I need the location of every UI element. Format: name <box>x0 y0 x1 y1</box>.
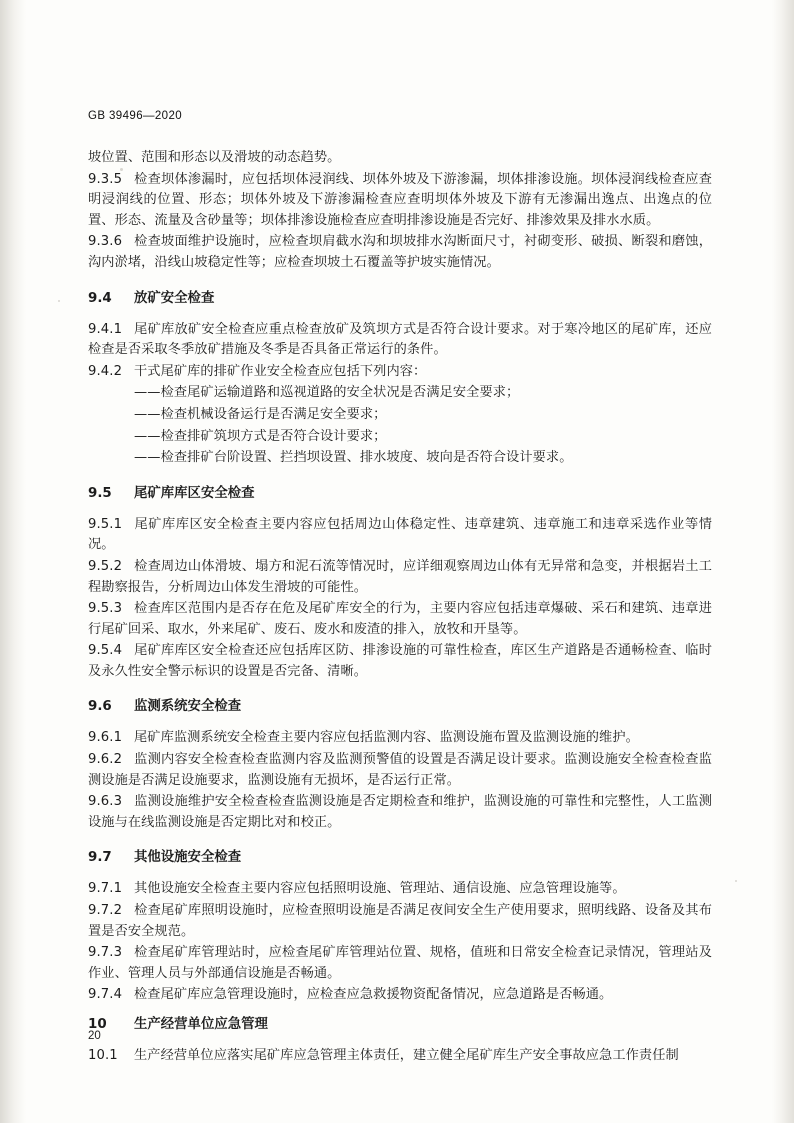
paragraph-number: 9.7.4 <box>88 987 123 1003</box>
scan-speck <box>735 880 737 882</box>
list-item: ——检查排矿筑坝方式是否符合设计要求； <box>134 428 387 444</box>
paragraph-9.7.4 <box>88 985 712 1006</box>
paragraph-number: 9.5.4 <box>88 643 123 659</box>
paragraph-number: 9.7.2 <box>88 903 123 919</box>
paragraph-text: 尾矿库放矿安全检查应重点检查放矿及筑坝方式是否符合设计要求。对于寒冷地区的尾矿库，还应检查是否采取冬季放矿措施及冬季是否具备正常运行的条件。 <box>88 321 712 358</box>
paragraph-number: 9.4.1 <box>88 321 123 337</box>
chapter-title: 生产经营单位应急管理 <box>134 1017 268 1032</box>
paragraph-text: 坡位置、范围和形态以及滑坡的动态趋势。 <box>88 150 341 165</box>
paragraph-block-9.3 <box>88 148 712 274</box>
scan-speck <box>58 300 60 302</box>
section-body-9.6 <box>88 728 712 833</box>
paragraph-number: 9.7.1 <box>88 881 123 897</box>
section-heading-9.5 <box>88 484 712 504</box>
paragraph-text: 尾矿库监测系统安全检查主要内容应包括监测内容、监测设施布置及监测设施的维护。 <box>134 730 639 746</box>
paragraph-9.6.2 <box>88 750 712 791</box>
paragraph-text: 生产经营单位应落实尾矿库应急管理主体责任，建立健全尾矿库生产安全事故应急工作责任制 <box>134 1048 679 1063</box>
paragraph-9.6.1 <box>88 728 712 749</box>
paragraph-9.5.2 <box>88 557 712 598</box>
section-number: 9.4 <box>88 290 112 306</box>
section-number: 9.6 <box>88 699 112 715</box>
paragraph-9.7.2 <box>88 901 712 942</box>
section-title: 其他设施安全检查 <box>134 850 242 866</box>
paragraph-9.5.3 <box>88 599 712 640</box>
standard-number-header: GB 39496—2020 <box>88 110 183 122</box>
paragraph-number: 9.6.2 <box>88 752 123 768</box>
paragraph-number: 9.3.5 <box>88 171 123 187</box>
paragraph-number: 9.4.2 <box>88 363 123 379</box>
paragraph-9.7.3 <box>88 943 712 984</box>
section-heading-9.7 <box>88 848 712 868</box>
paragraph-text: 尾矿库库区安全检查还应包括库区防、排渗设施的可靠性检查，库区生产道路是否通畅检查、临时及永久性安全警示标识的设置是否完备、清晰。 <box>88 643 712 679</box>
section-heading-9.4 <box>88 289 712 309</box>
paragraph-number: 9.6.1 <box>88 730 123 746</box>
section-body-9.4 <box>88 320 712 469</box>
paragraph-9.7.1 <box>88 879 712 900</box>
paragraph-text: 检查坡面维护设施时，应检查坝肩截水沟和坝坡排水沟断面尺寸，衬砌变形、破损、断裂和磨蚀，沟内淤堵，沿线山坡稳定性等；应检查坝坡土石覆盖等护坡实施情况。 <box>88 234 712 270</box>
paragraph-9.4.2 <box>88 362 712 383</box>
paragraph-number: 9.3.6 <box>88 234 123 250</box>
paragraph-text: 检查库区范围内是否存在危及尾矿库安全的行为，主要内容应包括违章爆破、采石和建筑、违章进行尾矿回采、取水，外来尾矿、废石、废水和废渣的排入，放牧和开垦等。 <box>88 601 712 637</box>
page-number: 20 <box>88 1030 101 1042</box>
list-item: ——检查排矿台阶设置、拦挡坝设置、排水坡度、坡向是否符合设计要求。 <box>134 450 573 466</box>
page-content <box>88 110 712 1069</box>
list-item: ——检查机械设备运行是否满足安全要求； <box>134 406 387 422</box>
section-heading-9.6 <box>88 697 712 717</box>
section-body-9.7 <box>88 879 712 1006</box>
paragraph-9.5.1 <box>88 515 712 556</box>
chapter-heading-10 <box>88 1015 712 1035</box>
paragraph-text: 检查尾矿库照明设施时，应检查照明设施是否满足夜间安全生产使用要求，照明线路、设备及其布置是否安全规范。 <box>88 903 712 939</box>
section-body-9.5 <box>88 515 712 683</box>
paragraph-number: 9.5.2 <box>88 558 123 574</box>
paragraph-number: 9.5.3 <box>88 601 123 617</box>
paragraph-9.4.1 <box>88 320 712 361</box>
paragraph-text: 其他设施安全检查主要内容应包括照明设施、管理站、通信设施、应急管理设施等。 <box>134 881 626 897</box>
paragraph-text: 检查坝体渗漏时，应包括坝体浸润线、坝体外坡及下游渗漏，坝体排渗设施。坝体浸润线检查应查明浸润线的位置、形态；坝体外坡及下游渗漏检查应查明坝体外坡及下游有无渗漏出逸点、出逸点的位置、形态、流量及含砂量等；坝体排渗设施检查应查明排渗设施是否完好、排渗效果及排水水质。 <box>88 171 712 228</box>
section-title: 监测系统安全检查 <box>134 699 242 715</box>
paragraph-number: 9.6.3 <box>88 794 123 810</box>
section-title: 放矿安全检查 <box>134 290 215 306</box>
list-item: ——检查尾矿运输道路和巡视道路的安全状况是否满足安全要求； <box>134 385 520 401</box>
paragraph-10.1 <box>88 1046 712 1067</box>
paragraph-number: 9.5.1 <box>88 516 123 532</box>
paragraph-9.3.5 <box>88 170 712 232</box>
paragraph-continuation <box>88 148 712 169</box>
paragraph-text: 监测内容安全检查检查监测内容及监测预警值的设置是否满足设计要求。监测设施安全检查检查监测设施是否满足设施要求，监测设施有无损坏，是否运行正常。 <box>88 752 712 788</box>
paragraph-9.5.4 <box>88 641 712 682</box>
section-number: 9.7 <box>88 850 112 866</box>
section-number: 9.5 <box>88 485 112 501</box>
paragraph-number: 10.1 <box>88 1048 118 1063</box>
paragraph-text: 检查尾矿库应急管理设施时，应检查应急救援物资配备情况，应急道路是否畅通。 <box>134 987 613 1003</box>
paragraph-9.6.3 <box>88 792 712 833</box>
paragraph-text: 尾矿库库区安全检查主要内容应包括周边山体稳定性、违章建筑、违章施工和违章采选作业等情况。 <box>88 516 712 553</box>
paragraph-number: 9.7.3 <box>88 945 123 961</box>
chapter-number: 10 <box>88 1017 107 1032</box>
paragraph-text: 检查尾矿库管理站时，应检查尾矿库管理站位置、规格，值班和日常安全检查记录情况，管理站及作业、管理人员与外部通信设施是否畅通。 <box>88 945 712 981</box>
chapter-body-10 <box>88 1046 712 1067</box>
paragraph-9.3.6 <box>88 232 712 273</box>
paragraph-text: 检查周边山体滑坡、塌方和泥石流等情况时，应详细观察周边山体有无异常和急变，并根据岩土工程勘察报告，分析周边山体发生滑坡的可能性。 <box>88 558 712 595</box>
paragraph-text: 监测设施维护安全检查检查监测设施是否定期检查和维护，监测设施的可靠性和完整性，人工监测设施与在线监测设施是否定期比对和校正。 <box>88 794 712 830</box>
paragraph-text: 干式尾矿库的排矿作业安全检查应包括下列内容： <box>134 363 427 379</box>
section-title: 尾矿库库区安全检查 <box>134 485 255 501</box>
